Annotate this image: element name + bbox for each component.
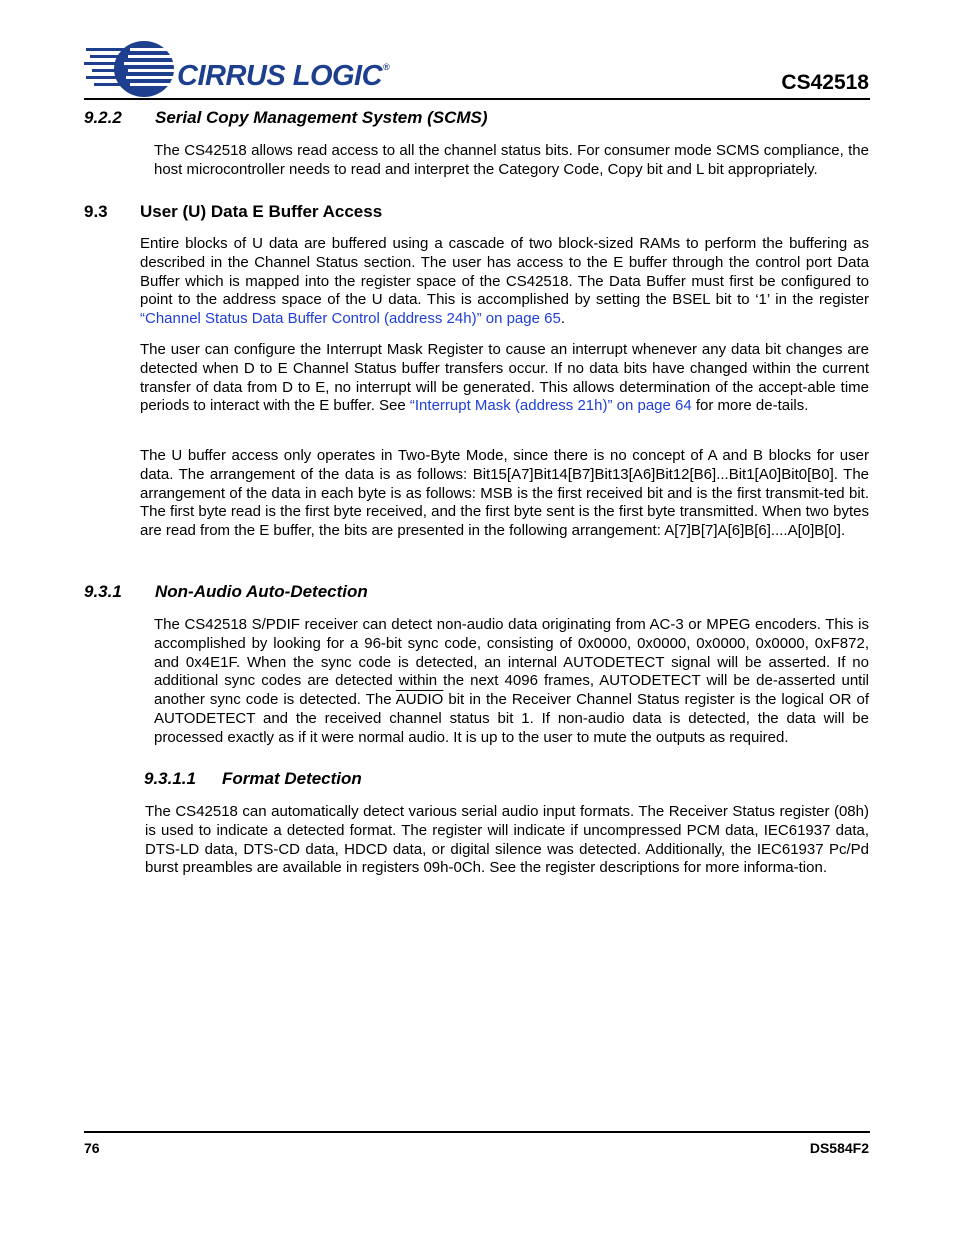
paragraph-format-detection: The CS42518 can automatically detect various serial audio input formats. The Receiver Status register (08h) is used to indicate a detected format. The register will indicate if uncompressed PCM data, IEC61937 data, DTS-LD data, DTS-CD data, HDCD data, or digital silence was detected. Additionally, the IEC61937 Pc/Pd burst preambles are available in registers 09h-0Ch. See the register descriptions for more informa-tion. [145, 803, 869, 877]
header-rule [84, 98, 870, 100]
section-title: Serial Copy Management System (SCMS) [155, 108, 488, 127]
section-number: 9.3 [84, 202, 108, 221]
heading-9-2-2 [84, 108, 488, 128]
audio-bit-overlined: AUDIO [395, 691, 444, 709]
paragraph-u-data-buffer: Entire blocks of U data are buffered using a cascade of two block-sized RAMs to perform the buffering as described in the Channel Status section. The user has access to the E buffer through the control port Data Buffer which is mapped into the register space of the CS42518. The Data Buffer must first be configured to point to the address space of the U data. This is accomplished by setting the BSEL bit to ‘1’ in the register “Channel Status Data Buffer Control (address 24h)” on page 65. [140, 235, 869, 328]
heading-9-3-1 [84, 582, 368, 602]
paragraph-non-audio: The CS42518 S/PDIF receiver can detect non-audio data originating from AC-3 or MPEG encoders. This is accomplished by looking for a 96-bit sync code, consisting of 0x0000, 0x0000, 0x0000, 0x0000, 0xF872, and 0x4E1F. When the sync code is detected, an internal AUTODETECT signal will be asserted. If no additional sync codes are detected within the next 4096 frames, AUTODETECT will be de-asserted until another sync code is detected. The AUDIO bit in the Receiver Channel Status register is the logical OR of AUTODETECT and the received channel status bit 1. If non-audio data is detected, the data will be processed exactly as if it were normal audio. It is up to the user to mute the outputs as required. [154, 616, 870, 746]
section-number: 9.2.2 [84, 108, 122, 127]
section-number: 9.3.1.1 [144, 769, 196, 788]
section-title: Format Detection [222, 769, 362, 788]
heading-9-3-1-1 [144, 769, 362, 789]
logo-wordmark: CIRRUS LOGIC® [177, 60, 390, 92]
section-title: Non-Audio Auto-Detection [155, 582, 368, 601]
link-channel-status-buffer[interactable]: “Channel Status Data Buffer Control (address 24h)” on page 65 [140, 310, 561, 328]
document-part-number: CS42518 [781, 71, 869, 94]
footer-rule [84, 1131, 870, 1133]
paragraph-scms: The CS42518 allows read access to all the channel status bits. For consumer mode SCMS compliance, the host microcontroller needs to read and interpret the Category Code, Copy bit and L bit appropriately. [154, 142, 869, 178]
logo-swoosh-icon [84, 38, 184, 100]
document-code: DS584F2 [809, 1140, 869, 1156]
page-number: 76 [84, 1140, 100, 1156]
link-interrupt-mask[interactable]: “Interrupt Mask (address 21h)” on page 64 [409, 397, 692, 415]
heading-9-3 [84, 202, 382, 222]
section-number: 9.3.1 [84, 582, 122, 601]
paragraph-interrupt-mask: The user can configure the Interrupt Mask Register to cause an interrupt whenever any data bit changes are detected when D to E Channel Status buffer transfers occur. If no data bits have changed within the current transfer of data from D to E, no interrupt will be generated. This allows determination of the accept-able time periods to interact with the E buffer. See “Interrupt Mask (address 21h)” on page 64 for more de-tails. [140, 341, 869, 415]
paragraph-two-byte-mode: The U buffer access only operates in Two-Byte Mode, since there is no concept of A and B blocks for user data. The arrangement of the data is as follows: Bit15[A7]Bit14[B7]Bit13[A6]Bit12[B6]...Bit1[A0]Bit0[B0]. The arrangement of the data in each byte is as follows: MSB is the first received bit and is the first transmit-ted bit. The first byte read is the first byte received, and the first byte sent is the first byte transmitted. When two bytes are read from the E buffer, the bits are presented in the following arrangement: A[7]B[7]A[6]B[6]....A[0]B[0]. [140, 447, 869, 540]
section-title: User (U) Data E Buffer Access [140, 202, 383, 221]
